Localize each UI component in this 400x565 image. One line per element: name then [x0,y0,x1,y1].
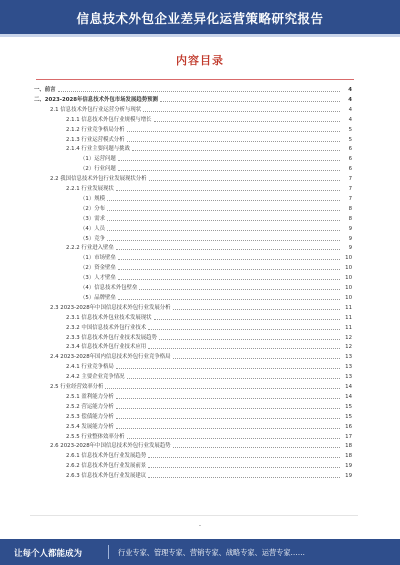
toc-leader-dots [132,146,340,151]
toc-leader-dots [58,87,340,92]
toc-entry-page: 9 [348,235,352,242]
toc-leader-dots [173,443,340,448]
toc-leader-dots [105,384,340,389]
toc-entry-page: 4 [348,106,352,113]
toc-entry-label: 2.2 我国信息技术外包行业发展现状分析 [50,176,147,183]
bottom-divider [30,515,358,516]
toc-entry[interactable] [34,383,352,392]
toc-entry[interactable] [34,225,352,234]
toc-leader-dots [116,404,340,409]
toc-entry-label: （3）人才壁垒 [80,275,116,282]
toc-entry[interactable] [34,304,352,313]
toc-leader-dots [148,453,340,458]
toc-entry[interactable] [34,334,352,343]
toc-entry[interactable] [34,274,352,283]
toc-entry-page: 15 [345,403,352,410]
toc-leader-dots [118,255,340,260]
toc-entry[interactable] [34,314,352,323]
toc-entry[interactable] [34,433,352,442]
toc-entry-label: 2.1.2 行业竞争格局分析 [66,126,125,133]
toc-entry-label: 2.3.3 信息技术外包行业技术发展趋势 [66,334,157,341]
toc-entry-label: 2.5.4 发展能力分析 [66,423,114,430]
toc-entry[interactable] [34,442,352,451]
toc-entry[interactable] [34,155,352,164]
toc-entry-label: 2.6.1 信息技术外包行业发展趋势 [66,453,147,460]
toc-leader-dots [116,424,340,429]
toc-leader-dots [127,434,340,439]
toc-entry[interactable] [34,423,352,432]
toc-entry-page: 13 [345,374,352,381]
toc-leader-dots [143,107,340,112]
toc-entry[interactable] [34,284,352,293]
toc-entry[interactable] [34,363,352,372]
toc-entry-page: 4 [348,116,352,123]
toc-entry[interactable] [34,264,352,273]
toc-entry-page: 14 [345,384,352,390]
toc-entry-page: 7 [348,186,352,192]
toc-entry-page: 13 [345,364,352,371]
toc-entry[interactable] [34,116,352,125]
toc-entry-label: 2.6.3 信息技术外包行业发展建议 [66,473,147,480]
toc-entry-page: 10 [345,275,352,282]
toc-entry-label: 2.5.1 盈利能力分析 [66,393,114,400]
toc-entry-label: 2.5 行业经营效率分析 [50,384,104,390]
toc-leader-dots [107,216,340,221]
toc-leader-dots [118,295,340,300]
toc-entry-label: （1）市场壁垒 [80,255,116,262]
toc-leader-dots [139,285,340,290]
footer-tagline: 行业专家、管理专家、营销专家、战略专家、运营专家…… [118,548,305,557]
toc-entry[interactable] [34,294,352,303]
toc-entry-page: 17 [345,433,352,440]
toc-entry-page: 9 [348,245,352,252]
toc-entry-label: （1）运营问题 [80,156,116,163]
toc-entry-page: 8 [348,205,352,212]
toc-entry-label: （1）规模 [80,195,105,202]
toc-entry-label: 2.6 2023-2028年中国信息技术外包行业发展趋势 [50,443,171,450]
toc-entry-label: 2.2.1 行业发展现状 [66,186,114,192]
toc-entry[interactable] [34,86,352,95]
toc-leader-dots [127,127,340,132]
toc-leader-dots [107,236,340,241]
toc-leader-dots [107,196,340,201]
toc-leader-dots [148,473,340,478]
toc-entry-label: 一、前言 [34,87,56,93]
toc-entry-label: 2.1.4 行业主要问题与挑战 [66,146,130,153]
toc-entry-label: （3）需求 [80,215,105,222]
toc-entry-page: 10 [345,265,352,272]
toc-leader-dots [173,305,340,310]
toc-entry[interactable] [34,393,352,402]
toc-leader-dots [148,325,340,330]
toc-entry-page: 14 [345,393,352,400]
toc-entry-label: （2）资金壁垒 [80,265,116,272]
toc-entry-page: 5 [348,126,352,133]
toc-entry-page: 11 [345,304,352,311]
toc-leader-dots [148,344,340,349]
toc-entry-page: 5 [348,136,352,143]
toc-entry-page: 15 [345,413,352,420]
footer-slogan: 让每个人都能成为 [14,549,83,559]
toc-title: 内容目录 [176,54,224,67]
toc-entry[interactable] [34,205,352,214]
toc-entry-page: 10 [345,255,352,262]
toc-entry-page: 12 [345,344,352,351]
toc-entry-page: 16 [345,423,352,430]
toc-leader-dots [118,166,340,171]
toc-entry[interactable] [34,136,352,145]
toc-entry[interactable] [34,235,352,244]
toc-entry[interactable] [34,462,352,471]
toc-leader-dots [107,226,340,231]
toc-entry[interactable] [34,145,352,154]
toc-entry-label: （5）竞争 [80,235,105,242]
toc-leader-dots [127,374,340,379]
toc-entry-page: 6 [348,166,352,173]
toc-entry-page: 9 [348,225,352,232]
toc-entry-page: 10 [345,285,352,291]
toc-leader-dots [173,354,340,359]
footer-banner [0,539,400,565]
toc-entry-label: （5）品牌壁垒 [80,294,116,301]
toc-leader-dots [118,265,340,270]
toc-entry-page: 18 [345,443,352,450]
toc-entry-page: 4 [348,87,352,93]
toc-entry-page: 8 [348,215,352,222]
toc-leader-dots [116,394,340,399]
toc-entry-label: 2.5.2 营运能力分析 [66,403,114,410]
toc-leader-dots [160,97,340,102]
toc-leader-dots [127,137,340,142]
toc-title-rule [36,79,354,80]
toc-entry-label: 2.4.2 主要企业竞争情况 [66,374,125,381]
toc-entry[interactable] [34,343,352,352]
page-marker: - [198,522,202,529]
toc-leader-dots [118,275,340,280]
header-accent-line [0,34,400,37]
toc-entry[interactable] [34,126,352,135]
toc-entry[interactable] [34,353,352,362]
report-title: 信息技术外包企业差异化运营策略研究报告 [76,11,324,26]
toc-entry-label: 2.6.2 信息技术外包行业发展前景 [66,463,147,470]
toc-entry-label: 2.2.2 行业进入壁垒 [66,245,114,252]
toc-leader-dots [154,315,340,320]
toc-entry[interactable] [34,324,352,333]
toc-entry[interactable] [34,254,352,263]
toc-entry-label: （4）人员 [80,225,105,232]
toc-entry-label: 2.3 2023-2028年中国信息技术外包行业发展分析 [50,304,171,311]
toc-entry-page: 18 [345,453,352,460]
header-banner [0,0,400,34]
toc-entry-label: 2.5.3 偿债能力分析 [66,413,114,420]
toc-entry-label: 2.3.4 信息技术外包行业技术应用 [66,344,147,351]
toc-leader-dots [116,414,340,419]
toc-entry[interactable] [34,106,352,115]
toc-entry-page: 10 [345,294,352,301]
toc-entry[interactable] [34,96,352,105]
toc-entry-label: （2）分布 [80,205,105,212]
toc-entry-page: 11 [345,324,352,331]
toc-entry[interactable] [34,175,352,184]
toc-leader-dots [149,176,340,181]
toc-entry-label: 2.4 2023-2028年国内信息技术外包行业竞争格局 [50,354,171,361]
toc-entry-page: 7 [348,195,352,202]
toc-entry-page: 11 [345,314,352,321]
footer-divider [108,545,109,559]
toc-entry[interactable] [34,452,352,461]
toc-entry-label: 2.5.5 行业整体效率分析 [66,433,125,440]
toc-entry-label: 2.3.1 信息技术外包业技术发展现状 [66,314,152,321]
toc-entry[interactable] [34,373,352,382]
toc-entry[interactable] [34,195,352,204]
toc-entry-page: 7 [348,176,352,183]
toc-entry[interactable] [34,472,352,481]
toc-entry-page: 4 [348,96,352,103]
toc-entry-label: 2.1.1 信息技术外包行业规模与增长 [66,116,152,123]
toc-entry-page: 12 [345,334,352,341]
toc-leader-dots [159,335,340,340]
toc-entry[interactable] [34,403,352,412]
toc-leader-dots [116,186,340,191]
table-of-contents [34,86,352,484]
toc-leader-dots [116,245,340,250]
toc-leader-dots [118,156,340,161]
toc-leader-dots [116,364,340,369]
toc-entry-page: 19 [345,463,352,470]
toc-leader-dots [154,117,340,122]
toc-leader-dots [148,463,340,468]
toc-entry[interactable] [34,413,352,422]
toc-entry-label: 2.4.1 行业竞争格局 [66,364,114,371]
toc-entry-page: 6 [348,156,352,163]
toc-entry-page: 13 [345,354,352,361]
toc-entry-label: （4）信息技术外包壁垒 [80,285,138,291]
toc-entry[interactable] [34,244,352,253]
toc-entry-label: 2.1.3 行业运营模式分析 [66,136,125,143]
toc-entry-label: 2.1 信息技术外包行业运营分析与现状 [50,106,142,113]
toc-entry-page: 19 [345,473,352,480]
toc-leader-dots [107,206,340,211]
toc-entry-label: 二、2023-2028年信息技术外包市场发展趋势预测 [34,96,158,103]
toc-entry-page: 6 [348,146,352,153]
toc-entry[interactable] [34,165,352,174]
toc-entry[interactable] [34,185,352,194]
toc-entry-label: （2）行业问题 [80,166,116,173]
toc-entry-label: 2.3.2 中国信息技术外包行业技术 [66,324,147,331]
toc-entry[interactable] [34,215,352,224]
